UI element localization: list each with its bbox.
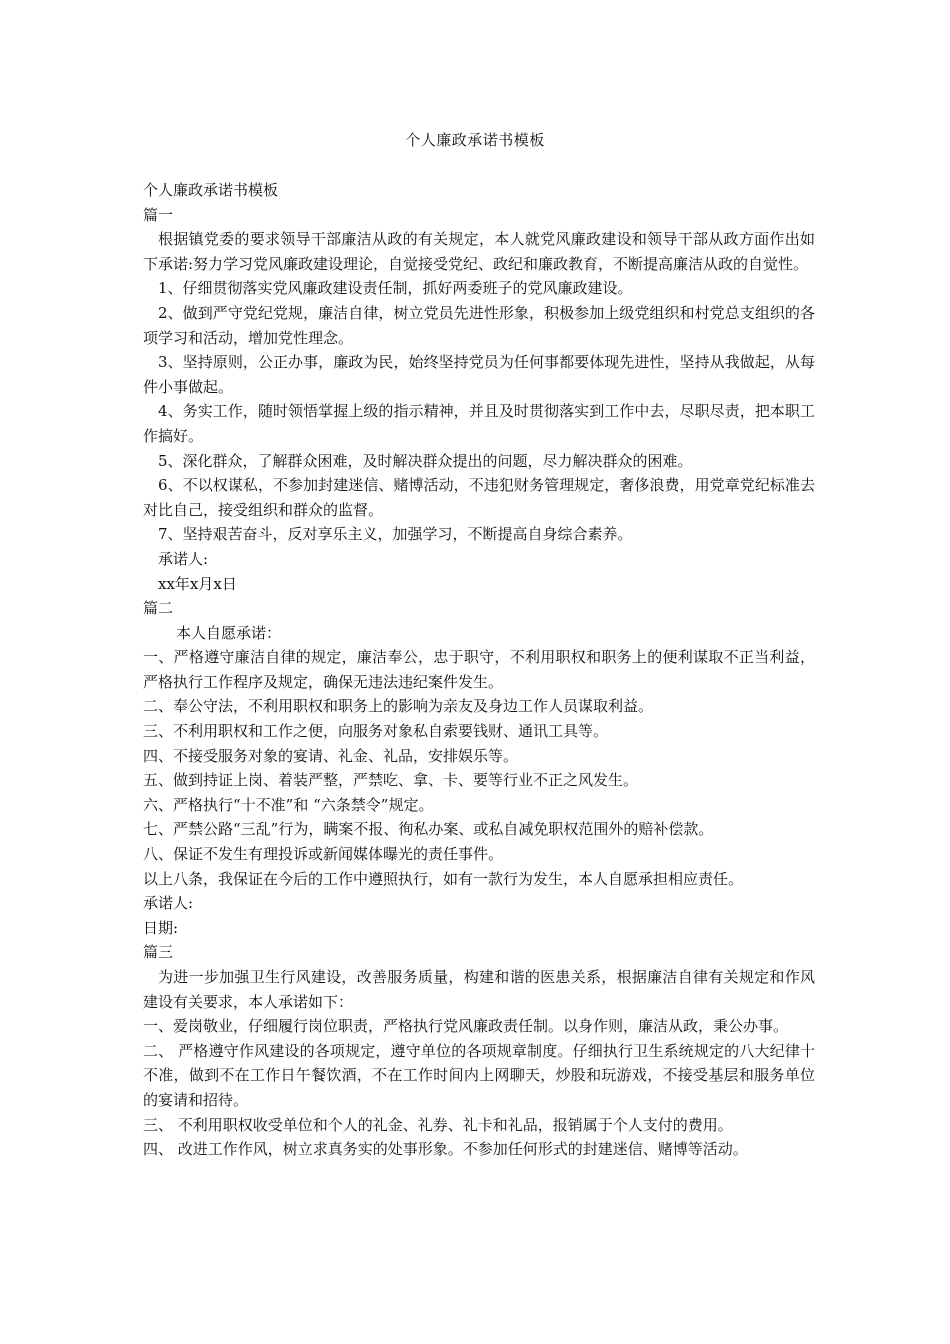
paragraph: 三、不利用职权和工作之便，向服务对象私自索要钱财、通讯工具等。 [143, 722, 609, 741]
paragraph: 根据镇党委的要求领导干部廉洁从政的有关规定，本人就党风廉政建设和领导干部从政方面作出如下承诺:努力学习党风廉政建设理论，自觉接受党纪、政纪和廉政教育，不断提高廉洁从政的自觉性。 [143, 230, 815, 273]
paragraph: 五、做到持证上岗、着装严整，严禁吃、拿、卡、要等行业不正之风发生。 [143, 771, 639, 790]
paragraph: 一、严格遵守廉洁自律的规定，廉洁奉公，忠于职守，不利用职权和职务上的便利谋取不正当利益，严格执行工作程序及规定，确保无违法违纪案件发生。 [143, 648, 815, 691]
paragraph: 5、深化群众，了解群众困难，及时解决群众提出的问题，尽力解决群众的困难。 [158, 451, 693, 470]
paragraph: 篇三 [143, 943, 174, 962]
paragraph: 二、 严格遵守作风建设的各项规定，遵守单位的各项规章制度。仔细执行卫生系统规定的八大纪律十不准，做到不在工作日午餐饮酒，不在工作时间内上网聊天，炒股和玩游戏，不接受基层和服务单位的宴请和招待。 [143, 1041, 815, 1109]
paragraph: 2、做到严守党纪党规，廉洁自律，树立党员先进性形象，积极参加上级党组织和村党总支组织的各项学习和活动，增加党性理念。 [143, 303, 815, 347]
paragraph: 为进一步加强卫生行风建设，改善服务质量，构建和谐的医患关系，根据廉洁自律有关规定和作风建设有关要求，本人承诺如下： [143, 968, 815, 1011]
paragraph: 1、仔细贯彻落实党风廉政建设责任制，抓好两委班子的党风廉政建设。 [158, 279, 633, 298]
paragraph: 本人自愿承诺： [176, 623, 282, 642]
paragraph: 一、爱岗敬业，仔细履行岗位职责，严格执行党风廉政责任制。以身作则，廉洁从政，秉公办事。 [143, 1017, 789, 1036]
paragraph: 个人廉政承诺书模板 [143, 181, 279, 199]
paragraph: 3、坚持原则，公正办事，廉政为民，始终坚持党员为任何事都要体现先进性，坚持从我做起，从每件小事做起。 [143, 353, 815, 396]
paragraph: 四、不接受服务对象的宴请、礼金、礼品，安排娱乐等。 [143, 746, 519, 765]
paragraph: 日期: [143, 918, 179, 937]
paragraph: 三、 不利用职权收受单位和个人的礼金、礼券、礼卡和礼品，报销属于个人支付的费用。 [143, 1115, 733, 1134]
paragraph: 篇二 [143, 599, 174, 618]
paragraph: 六、严格执行“十不准”和 “六条禁令”规定。 [143, 795, 434, 814]
paragraph: 篇一 [143, 205, 174, 224]
document-body [143, 178, 815, 1162]
paragraph: 以上八条，我保证在今后的工作中遵照执行，如有一款行为发生，本人自愿承担相应责任。 [143, 869, 744, 888]
paragraph: 承诺人: [143, 894, 194, 913]
paragraph: 6、不以权谋私，不参加封建迷信、赌博活动，不违犯财务管理规定，奢侈浪费，用党章党纪标准去对比自己，接受组织和群众的监督。 [143, 476, 815, 519]
document-title: 个人廉政承诺书模板 [405, 131, 545, 149]
paragraph: xx年x月x日 [158, 574, 237, 593]
paragraph: 七、严禁公路“三乱”行为，瞒案不报、徇私办案、或私自减免职权范围外的赔补偿款。 [143, 820, 714, 839]
paragraph: 承诺人: [158, 549, 209, 568]
paragraph: 二、奉公守法，不利用职权和职务上的影响为亲友及身边工作人员谋取利益。 [143, 697, 654, 716]
paragraph: 八、保证不发生有理投诉或新闻媒体曝光的责任事件。 [143, 845, 504, 864]
paragraph: 4、务实工作，随时领悟掌握上级的指示精神，并且及时贯彻落实到工作中去，尽职尽责，把本职工作搞好。 [143, 402, 815, 445]
paragraph: 7、坚持艰苦奋斗，反对享乐主义，加强学习，不断提高自身综合素养。 [158, 525, 633, 544]
paragraph: 四、 改进工作作风，树立求真务实的处事形象。不参加任何形式的封建迷信、赌博等活动。 [143, 1140, 748, 1159]
